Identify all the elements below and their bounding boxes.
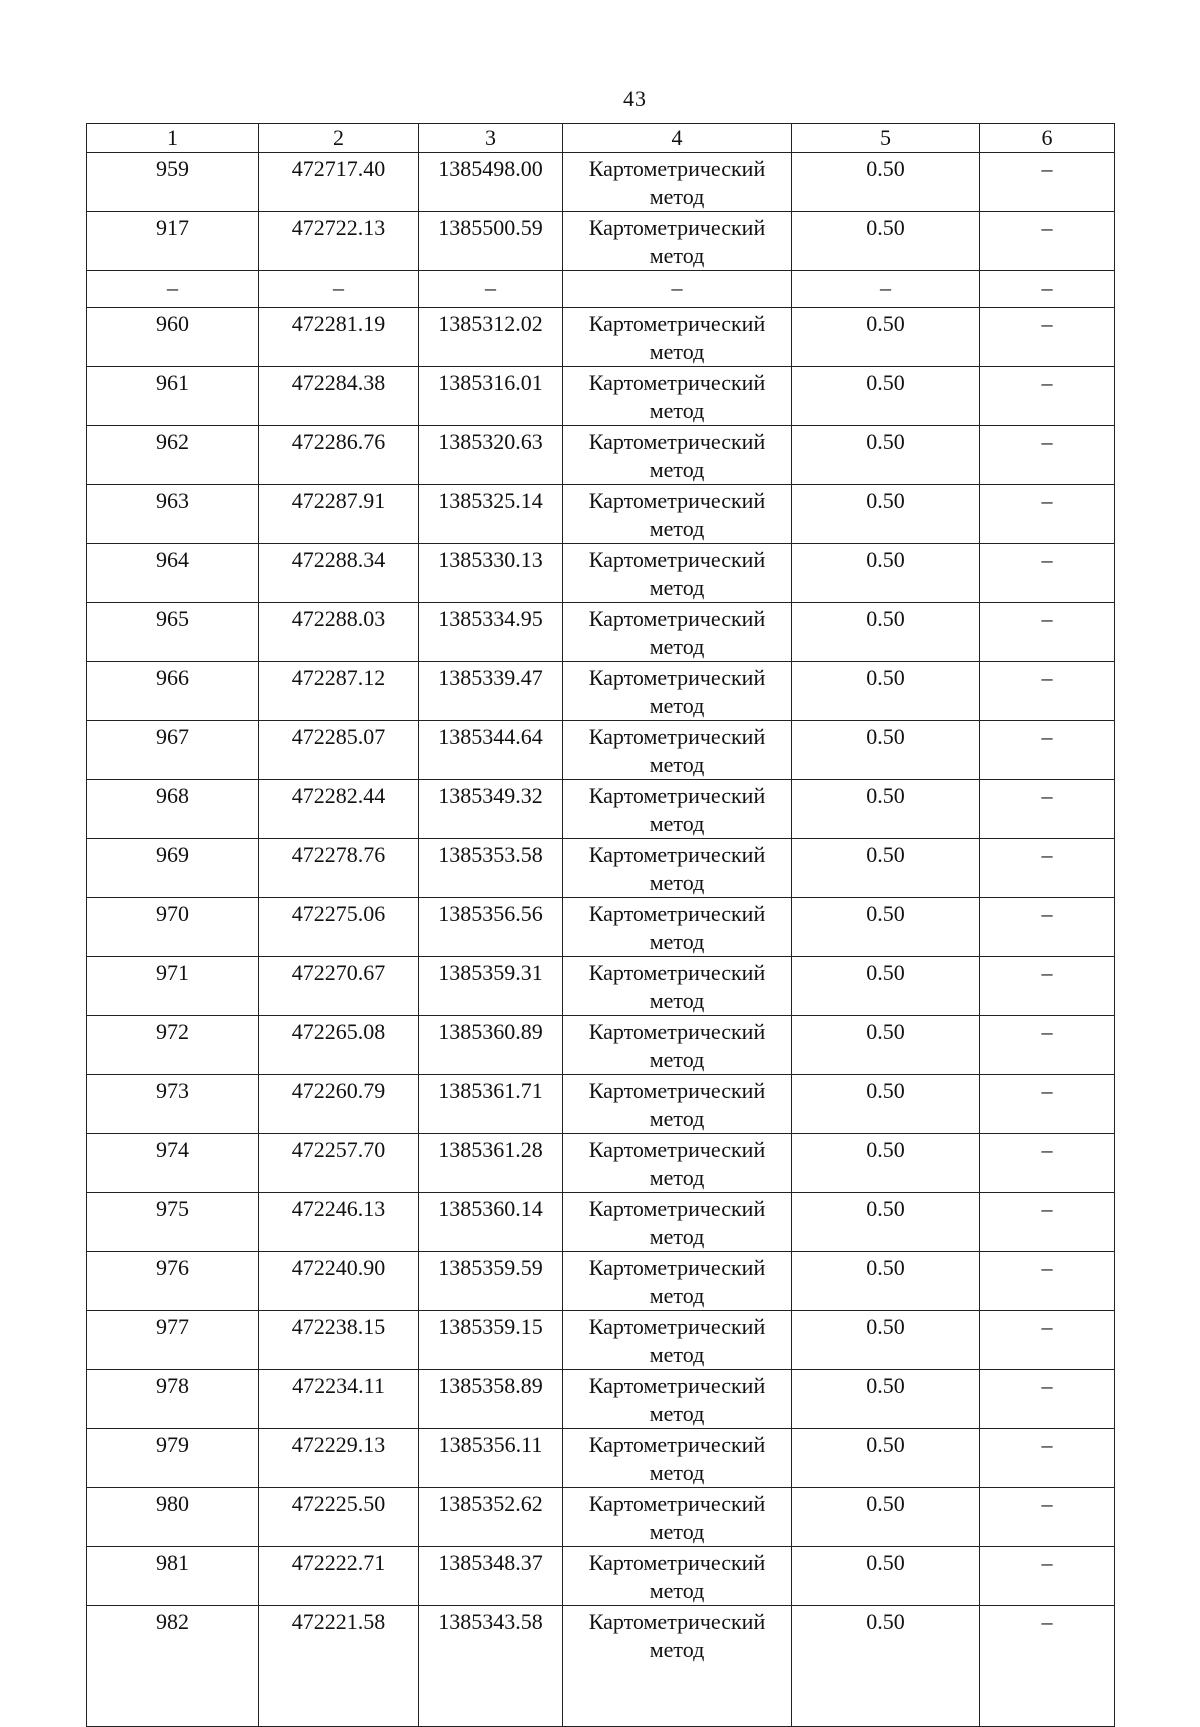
accuracy-cell: 0.50 (792, 544, 980, 603)
accuracy-cell: 0.50 (792, 1075, 980, 1134)
note-cell: – (980, 1016, 1115, 1075)
method-cell (563, 1252, 792, 1311)
accuracy-cell: 0.50 (792, 1488, 980, 1547)
method-label-continued: метод (649, 1519, 705, 1544)
y-coordinate-cell: 1385361.28 (419, 1134, 563, 1193)
y-coordinate-cell: 1385348.37 (419, 1547, 563, 1606)
note-cell: – (980, 1193, 1115, 1252)
y-coordinate-cell: 1385334.95 (419, 603, 563, 662)
table-row (87, 1488, 1115, 1547)
method-cell (563, 212, 792, 271)
accuracy-cell: 0.50 (792, 1252, 980, 1311)
method-label-continued: метод (649, 1637, 705, 1662)
table-row (87, 780, 1115, 839)
note-cell: – (980, 662, 1115, 721)
accuracy-cell: 0.50 (792, 1016, 980, 1075)
method-label: Картометрический (588, 1373, 766, 1398)
accuracy-cell: 0.50 (792, 898, 980, 957)
x-coordinate-cell: 472282.44 (259, 780, 419, 839)
page-number: 43 (623, 86, 647, 111)
note-cell: – (980, 1370, 1115, 1429)
accuracy-cell: 0.50 (792, 1311, 980, 1370)
method-label-continued: метод (649, 988, 705, 1013)
method-cell (563, 426, 792, 485)
method-label: Картометрический (588, 488, 766, 513)
table-row (87, 1134, 1115, 1193)
x-coordinate-cell: 472229.13 (259, 1429, 419, 1488)
method-label: Картометрический (588, 724, 766, 749)
y-coordinate-cell: 1385349.32 (419, 780, 563, 839)
y-coordinate-cell: 1385320.63 (419, 426, 563, 485)
method-label-continued: метод (649, 1283, 705, 1308)
x-coordinate-cell: 472246.13 (259, 1193, 419, 1252)
method-label-continued: метод (649, 693, 705, 718)
x-coordinate-cell: 472221.58 (259, 1606, 419, 1727)
accuracy-cell: 0.50 (792, 308, 980, 367)
method-label-continued: метод (649, 929, 705, 954)
y-coordinate-cell: 1385498.00 (419, 153, 563, 212)
point-number-cell: 962 (87, 426, 259, 485)
method-label: Картометрический (588, 1137, 766, 1162)
accuracy-cell: 0.50 (792, 839, 980, 898)
method-cell (563, 367, 792, 426)
x-coordinate-cell: 472287.91 (259, 485, 419, 544)
point-number-cell: 977 (87, 1311, 259, 1370)
x-coordinate-cell: 472285.07 (259, 721, 419, 780)
table-row (87, 271, 1115, 308)
point-number-cell: 970 (87, 898, 259, 957)
point-number-cell: 968 (87, 780, 259, 839)
method-label-continued: метод (649, 634, 705, 659)
table-row (87, 1193, 1115, 1252)
table-row (87, 153, 1115, 212)
point-number-cell: 960 (87, 308, 259, 367)
method-label-continued: метод (649, 1342, 705, 1367)
method-cell (563, 271, 792, 308)
method-label: Картометрический (588, 1314, 766, 1339)
y-coordinate-cell: 1385352.62 (419, 1488, 563, 1547)
method-cell (563, 153, 792, 212)
note-cell: – (980, 1252, 1115, 1311)
y-coordinate-cell: 1385360.89 (419, 1016, 563, 1075)
note-cell: – (980, 721, 1115, 780)
point-number-cell: 978 (87, 1370, 259, 1429)
method-label: Картометрический (588, 429, 766, 454)
point-number-cell: 974 (87, 1134, 259, 1193)
method-label: Картометрический (588, 1609, 766, 1634)
y-coordinate-cell: 1385356.11 (419, 1429, 563, 1488)
table-row (87, 485, 1115, 544)
method-label: Картометрический (588, 783, 766, 808)
method-cell (563, 1193, 792, 1252)
note-cell: – (980, 426, 1115, 485)
method-cell (563, 1488, 792, 1547)
header-col-2: 2 (259, 124, 419, 153)
method-cell (563, 780, 792, 839)
header-col-1: 1 (87, 124, 259, 153)
table-row (87, 1370, 1115, 1429)
table-row (87, 212, 1115, 271)
method-label: Картометрический (588, 547, 766, 572)
method-cell (563, 1547, 792, 1606)
method-label: Картометрический (588, 1550, 766, 1575)
x-coordinate-cell: 472717.40 (259, 153, 419, 212)
table-row (87, 1311, 1115, 1370)
y-coordinate-cell: 1385360.14 (419, 1193, 563, 1252)
x-coordinate-cell: 472265.08 (259, 1016, 419, 1075)
method-cell (563, 1429, 792, 1488)
coordinates-table (86, 123, 1115, 1727)
x-coordinate-cell: 472288.34 (259, 544, 419, 603)
note-cell: – (980, 1075, 1115, 1134)
x-coordinate-cell: 472257.70 (259, 1134, 419, 1193)
table-row (87, 426, 1115, 485)
note-cell: – (980, 485, 1115, 544)
accuracy-cell: 0.50 (792, 485, 980, 544)
method-label-continued: метод (649, 1106, 705, 1131)
point-number-cell: 979 (87, 1429, 259, 1488)
y-coordinate-cell: 1385361.71 (419, 1075, 563, 1134)
accuracy-cell: – (792, 271, 980, 308)
table-row (87, 544, 1115, 603)
method-label: Картометрический (588, 311, 766, 336)
y-coordinate-cell: 1385339.47 (419, 662, 563, 721)
table-row (87, 662, 1115, 721)
note-cell: – (980, 367, 1115, 426)
note-cell: – (980, 308, 1115, 367)
method-cell (563, 485, 792, 544)
note-cell: – (980, 839, 1115, 898)
method-label-continued: метод (649, 339, 705, 364)
x-coordinate-cell: 472270.67 (259, 957, 419, 1016)
accuracy-cell: 0.50 (792, 1134, 980, 1193)
note-cell: – (980, 212, 1115, 271)
table-row (87, 839, 1115, 898)
point-number-cell: – (87, 271, 259, 308)
y-coordinate-cell: 1385330.13 (419, 544, 563, 603)
header-col-4: 4 (563, 124, 792, 153)
accuracy-cell: 0.50 (792, 957, 980, 1016)
point-number-cell: 967 (87, 721, 259, 780)
x-coordinate-cell: 472238.15 (259, 1311, 419, 1370)
y-coordinate-cell: 1385359.31 (419, 957, 563, 1016)
method-label: – (671, 275, 683, 300)
table-row (87, 1075, 1115, 1134)
method-label-continued: метод (649, 1047, 705, 1072)
method-cell (563, 898, 792, 957)
method-cell (563, 1016, 792, 1075)
method-label-continued: метод (649, 184, 705, 209)
note-cell: – (980, 1606, 1115, 1727)
method-label: Картометрический (588, 901, 766, 926)
method-label-continued: метод (649, 575, 705, 600)
table-row (87, 308, 1115, 367)
table-row (87, 1252, 1115, 1311)
point-number-cell: 973 (87, 1075, 259, 1134)
note-cell: – (980, 898, 1115, 957)
method-label-continued: метод (649, 1165, 705, 1190)
table-row (87, 957, 1115, 1016)
method-label-continued: метод (649, 398, 705, 423)
table-body (87, 153, 1115, 1727)
table-row (87, 1016, 1115, 1075)
method-label-continued: метод (649, 243, 705, 268)
method-label: Картометрический (588, 1019, 766, 1044)
point-number-cell: 980 (87, 1488, 259, 1547)
table-row (87, 721, 1115, 780)
method-cell (563, 603, 792, 662)
method-cell (563, 957, 792, 1016)
x-coordinate-cell: 472722.13 (259, 212, 419, 271)
x-coordinate-cell: – (259, 271, 419, 308)
x-coordinate-cell: 472281.19 (259, 308, 419, 367)
method-label: Картометрический (588, 1196, 766, 1221)
table-row (87, 1429, 1115, 1488)
y-coordinate-cell: 1385325.14 (419, 485, 563, 544)
note-cell: – (980, 603, 1115, 662)
point-number-cell: 961 (87, 367, 259, 426)
table-row (87, 1547, 1115, 1606)
y-coordinate-cell: 1385316.01 (419, 367, 563, 426)
method-label: Картометрический (588, 665, 766, 690)
x-coordinate-cell: 472278.76 (259, 839, 419, 898)
point-number-cell: 976 (87, 1252, 259, 1311)
note-cell: – (980, 1134, 1115, 1193)
accuracy-cell: 0.50 (792, 153, 980, 212)
table-row (87, 1606, 1115, 1727)
table-header (87, 124, 1115, 153)
note-cell: – (980, 544, 1115, 603)
method-label-continued: метод (649, 1224, 705, 1249)
x-coordinate-cell: 472225.50 (259, 1488, 419, 1547)
x-coordinate-cell: 472288.03 (259, 603, 419, 662)
method-label-continued: метод (649, 870, 705, 895)
y-coordinate-cell: 1385356.56 (419, 898, 563, 957)
y-coordinate-cell: 1385359.15 (419, 1311, 563, 1370)
x-coordinate-cell: 472286.76 (259, 426, 419, 485)
point-number-cell: 965 (87, 603, 259, 662)
point-number-cell: 982 (87, 1606, 259, 1727)
method-cell (563, 1075, 792, 1134)
method-label: Картометрический (588, 606, 766, 631)
point-number-cell: 981 (87, 1547, 259, 1606)
y-coordinate-cell: 1385344.64 (419, 721, 563, 780)
y-coordinate-cell: 1385353.58 (419, 839, 563, 898)
point-number-cell: 969 (87, 839, 259, 898)
method-label-continued: метод (649, 752, 705, 777)
note-cell: – (980, 1429, 1115, 1488)
method-cell (563, 1606, 792, 1727)
note-cell: – (980, 1547, 1115, 1606)
table-row (87, 898, 1115, 957)
accuracy-cell: 0.50 (792, 1547, 980, 1606)
method-cell (563, 308, 792, 367)
accuracy-cell: 0.50 (792, 1370, 980, 1429)
method-label-continued: метод (649, 1460, 705, 1485)
accuracy-cell: 0.50 (792, 603, 980, 662)
y-coordinate-cell: 1385343.58 (419, 1606, 563, 1727)
x-coordinate-cell: 472240.90 (259, 1252, 419, 1311)
method-cell (563, 1370, 792, 1429)
point-number-cell: 963 (87, 485, 259, 544)
y-coordinate-cell: 1385358.89 (419, 1370, 563, 1429)
method-label: Картометрический (588, 1432, 766, 1457)
point-number-cell: 972 (87, 1016, 259, 1075)
accuracy-cell: 0.50 (792, 721, 980, 780)
accuracy-cell: 0.50 (792, 1429, 980, 1488)
method-cell (563, 839, 792, 898)
method-cell (563, 1311, 792, 1370)
table-row (87, 603, 1115, 662)
x-coordinate-cell: 472234.11 (259, 1370, 419, 1429)
method-cell (563, 544, 792, 603)
accuracy-cell: 0.50 (792, 212, 980, 271)
method-cell (563, 662, 792, 721)
method-label: Картометрический (588, 156, 766, 181)
note-cell: – (980, 271, 1115, 308)
method-label: Картометрический (588, 842, 766, 867)
method-label: Картометрический (588, 960, 766, 985)
method-label: Картометрический (588, 1255, 766, 1280)
point-number-cell: 966 (87, 662, 259, 721)
method-label-continued: метод (649, 1401, 705, 1426)
method-label: Картометрический (588, 215, 766, 240)
point-number-cell: 959 (87, 153, 259, 212)
y-coordinate-cell: – (419, 271, 563, 308)
x-coordinate-cell: 472287.12 (259, 662, 419, 721)
header-col-6: 6 (980, 124, 1115, 153)
point-number-cell: 971 (87, 957, 259, 1016)
x-coordinate-cell: 472222.71 (259, 1547, 419, 1606)
header-col-3: 3 (419, 124, 563, 153)
method-label-continued: метод (649, 516, 705, 541)
x-coordinate-cell: 472275.06 (259, 898, 419, 957)
note-cell: – (980, 1311, 1115, 1370)
y-coordinate-cell: 1385500.59 (419, 212, 563, 271)
accuracy-cell: 0.50 (792, 662, 980, 721)
note-cell: – (980, 780, 1115, 839)
method-cell (563, 721, 792, 780)
point-number-cell: 975 (87, 1193, 259, 1252)
header-col-5: 5 (792, 124, 980, 153)
note-cell: – (980, 153, 1115, 212)
accuracy-cell: 0.50 (792, 426, 980, 485)
accuracy-cell: 0.50 (792, 780, 980, 839)
note-cell: – (980, 957, 1115, 1016)
method-label: Картометрический (588, 1078, 766, 1103)
note-cell: – (980, 1488, 1115, 1547)
point-number-cell: 964 (87, 544, 259, 603)
method-label: Картометрический (588, 1491, 766, 1516)
accuracy-cell: 0.50 (792, 1606, 980, 1727)
y-coordinate-cell: 1385312.02 (419, 308, 563, 367)
y-coordinate-cell: 1385359.59 (419, 1252, 563, 1311)
header-row (87, 124, 1115, 153)
x-coordinate-cell: 472284.38 (259, 367, 419, 426)
accuracy-cell: 0.50 (792, 1193, 980, 1252)
method-label-continued: метод (649, 457, 705, 482)
method-label-continued: метод (649, 811, 705, 836)
x-coordinate-cell: 472260.79 (259, 1075, 419, 1134)
method-label: Картометрический (588, 370, 766, 395)
method-cell (563, 1134, 792, 1193)
method-label-continued: метод (649, 1578, 705, 1603)
table-row (87, 367, 1115, 426)
point-number-cell: 917 (87, 212, 259, 271)
accuracy-cell: 0.50 (792, 367, 980, 426)
